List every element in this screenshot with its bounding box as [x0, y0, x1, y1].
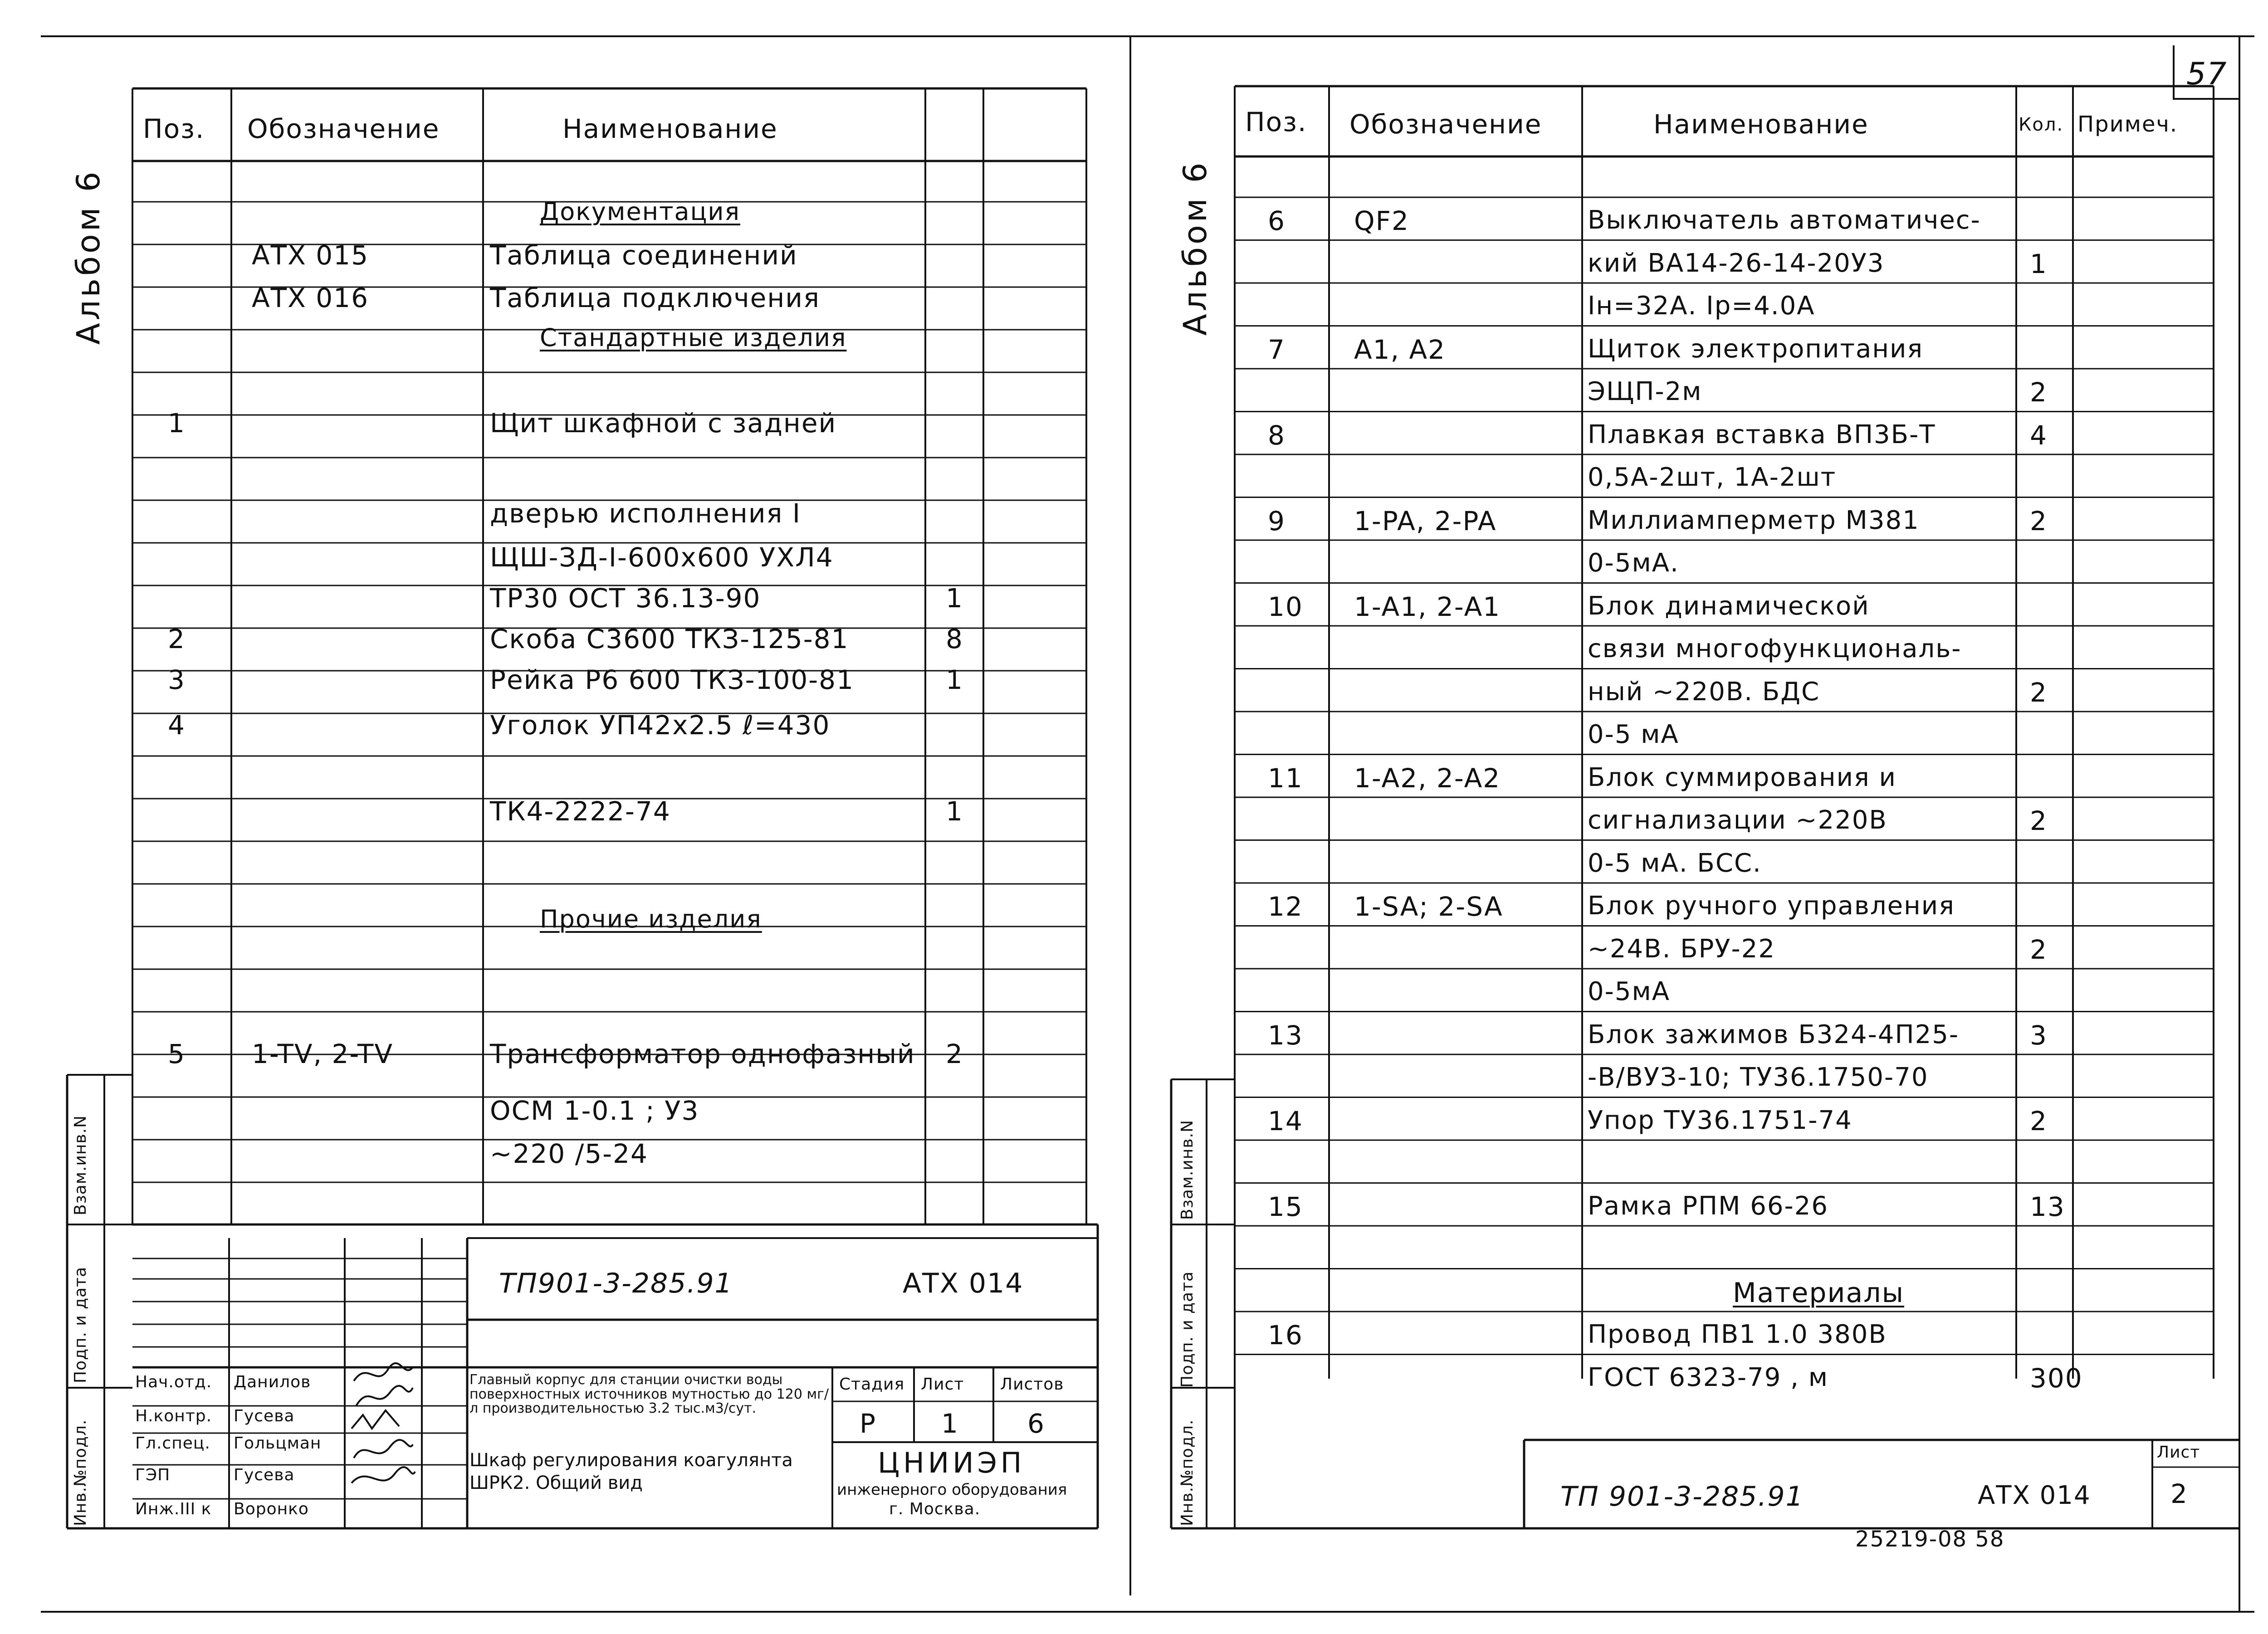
right-row-name: ный ~220В. БДС — [1588, 677, 1820, 707]
left-org-sub: инженерного оборудования — [837, 1481, 1067, 1499]
right-row-name: ~24В. БРУ-22 — [1588, 934, 1775, 964]
right-row-qty: 2 — [2030, 505, 2048, 537]
left-sheet-label: Лист — [921, 1375, 964, 1394]
right-row-pos: 6 — [1268, 205, 1286, 236]
right-row-designation: 1-A1, 2-A1 — [1354, 591, 1501, 622]
right-row-qty: 2 — [2030, 805, 2048, 836]
left-row-pos: 3 — [168, 664, 186, 695]
right-section-heading: Материалы — [1733, 1277, 1904, 1309]
left-role-title: Н.контр. — [135, 1407, 212, 1425]
right-row-name: Щиток электропитания — [1588, 334, 1924, 364]
right-row-name: ГОСТ 6323-79 , м — [1588, 1362, 1828, 1392]
right-row-name: кий ВА14-26-14-20У3 — [1588, 248, 1885, 278]
right-row-designation: 1-PA, 2-PA — [1354, 505, 1497, 537]
right-row-name: 0,5А-2шт, 1А-2шт — [1588, 463, 1837, 492]
left-row-name: ТР30 ОСТ 36.13-90 — [490, 583, 761, 614]
right-row-qty: 3 — [2030, 1019, 2048, 1051]
left-role-title: ГЭП — [135, 1466, 171, 1484]
left-sheets-label: Листов — [1000, 1375, 1064, 1394]
left-section-heading: Документация — [540, 197, 740, 226]
left-row-name: Таблица соединений — [490, 240, 798, 271]
right-row-pos: 16 — [1268, 1320, 1303, 1351]
left-row-qty: 1 — [946, 664, 963, 695]
right-row-name: Блок динамической — [1588, 591, 1870, 621]
right-header-qty: Кол. — [2019, 114, 2064, 135]
left-row-qty: 1 — [946, 583, 963, 614]
left-section-heading: Стандартные изделия — [540, 323, 847, 352]
right-row-pos: 14 — [1268, 1105, 1303, 1136]
right-row-qty: 2 — [2030, 677, 2048, 708]
right-row-name: 0-5 мА. БСС. — [1588, 848, 1762, 878]
right-row-name: Рамка РПМ 66-26 — [1588, 1191, 1828, 1221]
right-row-qty: 2 — [2030, 377, 2048, 408]
right-row-pos: 9 — [1268, 505, 1286, 537]
left-row-qty: 8 — [946, 624, 963, 654]
left-sheet-value: 1 — [941, 1408, 959, 1439]
right-row-name: Блок зажимов Б324-4П25- — [1588, 1019, 1960, 1049]
right-row-name: Выключатель автоматичес- — [1588, 205, 1981, 235]
left-stage-label: Стадия — [839, 1375, 905, 1394]
left-row-name: ~220 /5-24 — [490, 1138, 648, 1169]
right-sheet-label: Лист — [2157, 1443, 2200, 1462]
left-doc-code: ТП901-3-285.91 — [499, 1268, 733, 1299]
right-row-name: Ін=32А. Ір=4.0А — [1588, 291, 1815, 321]
right-row-designation: А1, А2 — [1354, 334, 1446, 365]
right-row-name: ЭЩП-2м — [1588, 377, 1702, 406]
left-role-name: Гольцман — [234, 1434, 322, 1453]
right-row-designation: QF2 — [1354, 205, 1409, 236]
left-album-label: Альбом 6 — [70, 169, 107, 345]
right-header-name: Наименование — [1653, 109, 1869, 140]
right-doc-mark: АТХ 014 — [1978, 1481, 2091, 1510]
right-row-name: 0-5мА — [1588, 977, 1671, 1006]
right-row-name: Упор ТУ36.1751-74 — [1588, 1105, 1853, 1135]
right-row-name: Блок суммирования и — [1588, 762, 1897, 792]
right-stamp-signature-date: Подп. и дата — [1178, 1271, 1197, 1388]
left-org-city: г. Москва. — [889, 1500, 981, 1518]
right-header-designation: Обозначение — [1349, 109, 1542, 140]
left-stamp-interchange: Взам.инв.N — [71, 1115, 90, 1215]
right-row-pos: 10 — [1268, 591, 1303, 622]
left-row-pos: 1 — [168, 408, 186, 439]
left-row-pos: 2 — [168, 624, 186, 654]
right-row-designation: 1-A2, 2-A2 — [1354, 762, 1501, 794]
right-row-pos: 15 — [1268, 1191, 1303, 1222]
left-stamp-original-inv: Инв.№подл. — [71, 1419, 90, 1526]
left-row-name: ЩШ-ЗД-I-600х600 УХЛ4 — [490, 542, 834, 573]
left-role-name: Данилов — [234, 1373, 311, 1391]
left-row-pos: 5 — [168, 1039, 186, 1069]
left-row-name: Щит шкафной с задней — [490, 408, 837, 439]
bottom-border-line — [41, 1611, 2254, 1613]
right-row-name: 0-5 мА — [1588, 720, 1679, 749]
right-row-name: Миллиамперметр М381 — [1588, 505, 1920, 535]
left-org-name: ЦНИИЭП — [878, 1446, 1026, 1479]
right-row-pos: 7 — [1268, 334, 1286, 365]
right-stamp-interchange: Взам.инв.N — [1178, 1119, 1197, 1220]
left-sheets-value: 6 — [1027, 1408, 1045, 1439]
right-row-pos: 8 — [1268, 419, 1286, 451]
right-row-qty: 4 — [2030, 419, 2048, 451]
left-stamp-signature-date: Подп. и дата — [71, 1266, 90, 1383]
right-row-name: сигнализации ~220В — [1588, 805, 1887, 835]
left-role-title: Инж.III к — [135, 1500, 212, 1518]
left-section-heading: Прочие изделия — [540, 905, 762, 933]
right-row-qty: 2 — [2030, 1105, 2048, 1136]
right-row-pos: 12 — [1268, 891, 1303, 922]
left-row-name: Скоба С3600 ТКЗ-125-81 — [490, 624, 849, 654]
right-row-name: 0-5мА. — [1588, 548, 1679, 578]
left-drawing-title: Шкаф регулирования коагулянта ШРК2. Общий вид — [469, 1450, 793, 1493]
left-row-designation: АТХ 015 — [252, 240, 369, 271]
left-row-qty: 2 — [946, 1039, 963, 1069]
left-row-name: Рейка Р6 600 ТКЗ-100-81 — [490, 664, 854, 695]
left-role-title: Нач.отд. — [135, 1373, 212, 1391]
right-row-qty: 300 — [2030, 1362, 2083, 1394]
right-row-qty: 2 — [2030, 934, 2048, 965]
right-row-name: Провод ПВ1 1.0 380В — [1588, 1320, 1887, 1349]
left-row-name: Трансформатор однофазный — [490, 1039, 915, 1069]
left-header-name: Наименование — [562, 113, 778, 144]
right-header-pos: Поз. — [1245, 107, 1307, 137]
right-row-pos: 11 — [1268, 762, 1303, 794]
right-row-name: связи многофункциональ- — [1588, 634, 1962, 663]
right-row-name: Плавкая вставка ВП3Б-Т — [1588, 419, 1936, 449]
right-row-pos: 13 — [1268, 1019, 1303, 1051]
left-row-name: Уголок УП42х2.5 ℓ=430 — [490, 710, 831, 741]
left-row-designation: 1-TV, 2-TV — [252, 1039, 394, 1069]
left-role-name: Гусева — [234, 1407, 295, 1425]
left-doc-mark: АТХ 014 — [903, 1268, 1024, 1299]
right-row-name: Блок ручного управления — [1588, 891, 1955, 921]
left-role-name: Гусева — [234, 1466, 295, 1484]
right-header-note: Примеч. — [2077, 112, 2178, 137]
left-row-pos: 4 — [168, 710, 186, 741]
left-header-pos: Поз. — [143, 113, 205, 144]
right-stamp-original-inv: Инв.№подл. — [1178, 1419, 1197, 1526]
right-doc-code: ТП 901-3-285.91 — [1560, 1481, 1804, 1512]
page-number: 57 — [2186, 56, 2228, 92]
left-object-title: Главный корпус для станции очистки воды поверхностных источников мутностью до 120 мг/л производительностью 3.2 тыс.м3/сут. — [469, 1372, 829, 1416]
left-row-qty: 1 — [946, 796, 963, 827]
left-row-name: ОСМ 1-0.1 ; У3 — [490, 1095, 699, 1126]
left-row-name: ТК4-2222-74 — [490, 796, 671, 827]
left-header-designation: Обозначение — [247, 113, 440, 144]
right-row-qty: 1 — [2030, 248, 2048, 279]
left-role-name: Воронко — [234, 1500, 309, 1518]
left-role-title: Гл.спец. — [135, 1434, 210, 1453]
right-row-name: -В/ВУЗ-10; ТУ36.1750-70 — [1588, 1063, 1929, 1092]
right-sheet-value: 2 — [2170, 1478, 2188, 1509]
right-row-qty: 13 — [2030, 1191, 2065, 1222]
left-row-name: дверью исполнения I — [490, 498, 801, 529]
right-album-label: Альбом 6 — [1177, 160, 1214, 336]
right-row-designation: 1-SA; 2-SA — [1354, 891, 1503, 922]
left-row-designation: АТХ 016 — [252, 283, 369, 313]
footer-note: 25219-08 58 — [1855, 1527, 2005, 1552]
left-stage-value: Р — [860, 1408, 876, 1439]
left-row-name: Таблица подключения — [490, 283, 820, 313]
